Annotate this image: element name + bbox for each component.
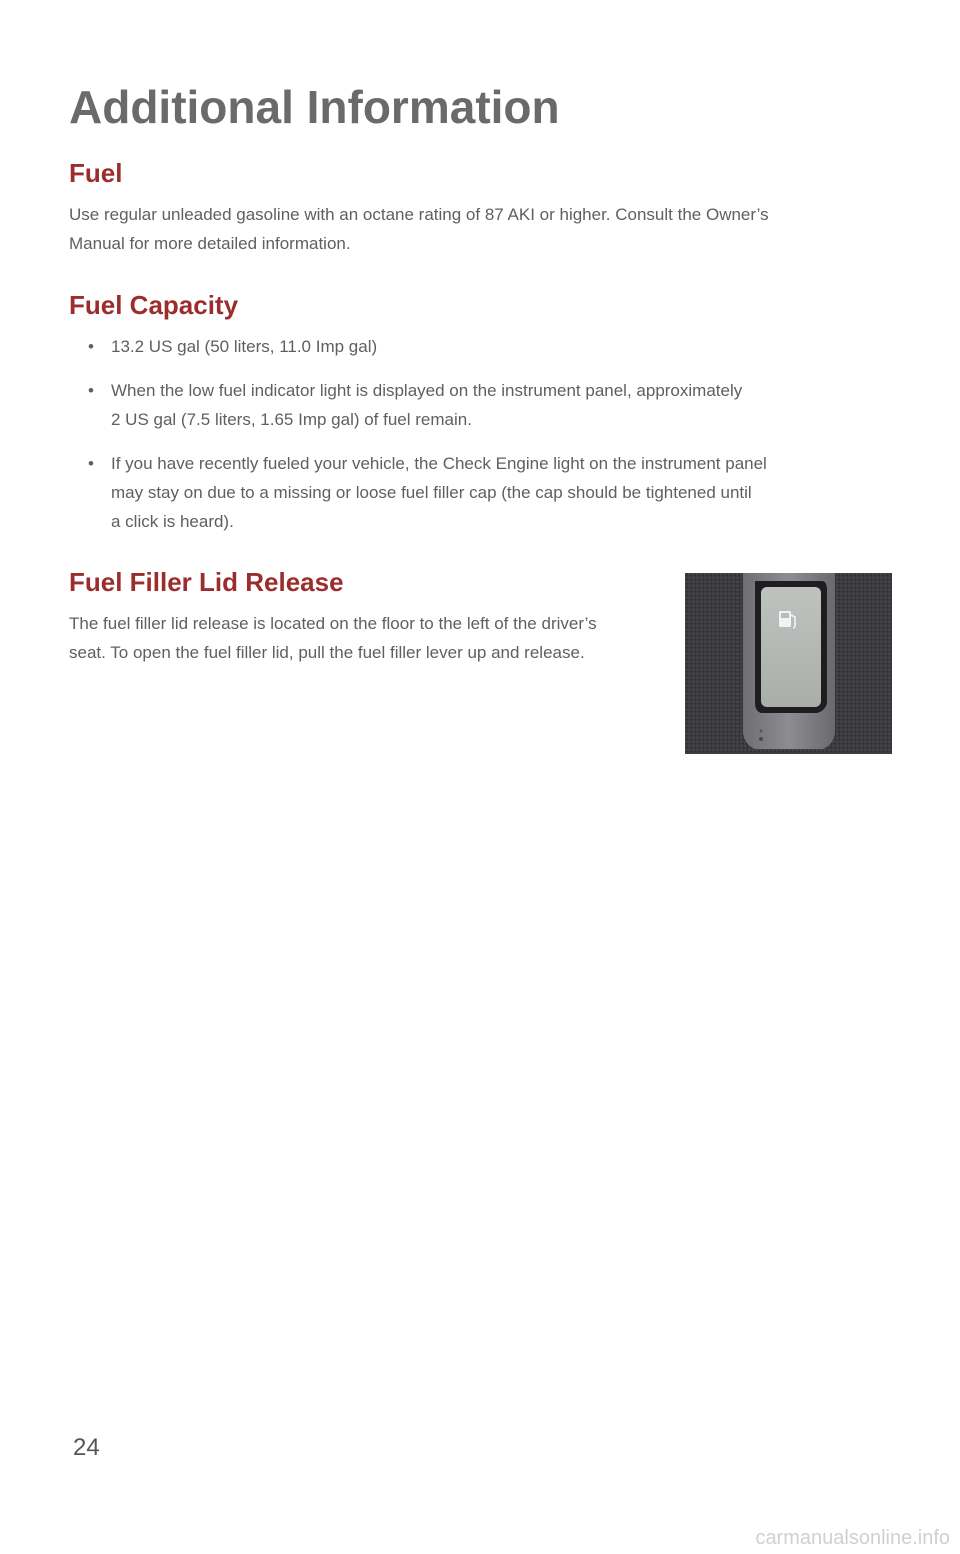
fuel-paragraph	[69, 200, 929, 258]
fuel-capacity-heading: Fuel Capacity	[69, 290, 239, 320]
fuel-filler-lid-heading: Fuel Filler Lid Release	[69, 567, 344, 597]
list-item-line: 13.2 US gal (50 liters, 11.0 Imp gal)	[111, 337, 378, 356]
page-title: Additional Information	[69, 81, 560, 133]
list-item-line: 2 US gal (7.5 liters, 1.65 Imp gal) of fuel remain.	[111, 410, 472, 429]
list-item	[88, 332, 888, 361]
list-item-line: may stay on due to a missing or loose fuel filler cap (the cap should be tightened until	[111, 483, 752, 502]
page-number: 24	[73, 1434, 100, 1461]
list-item-line: If you have recently fueled your vehicle, the Check Engine light on the instrument panel	[111, 454, 767, 473]
list-item-line: a click is heard).	[111, 512, 234, 531]
fuel-filler-lever-photo-image	[685, 573, 892, 754]
list-item-line: When the low fuel indicator light is displayed on the instrument panel, approximately	[111, 381, 743, 400]
bullet-glyph: •	[88, 337, 94, 356]
list-item	[88, 376, 888, 434]
fuel-filler-lid-line: The fuel filler lid release is located on the floor to the left of the driver’s	[69, 614, 597, 633]
fuel-paragraph-line: Manual for more detailed information.	[69, 234, 351, 253]
fuel-filler-lid-paragraph	[69, 609, 669, 667]
fuel-paragraph-line: Use regular unleaded gasoline with an octane rating of 87 AKI or higher. Consult the Owner’s	[69, 205, 769, 224]
fuel-heading: Fuel	[69, 158, 123, 188]
fuel-filler-lever-photo	[685, 573, 892, 754]
bullet-glyph: •	[88, 454, 94, 473]
watermark-text: carmanualsonline.info	[755, 1527, 950, 1549]
fuel-capacity-list	[88, 332, 888, 551]
list-item	[88, 449, 888, 536]
fuel-filler-lid-line: seat. To open the fuel filler lid, pull the fuel filler lever up and release.	[69, 643, 585, 662]
bullet-glyph: •	[88, 381, 94, 400]
